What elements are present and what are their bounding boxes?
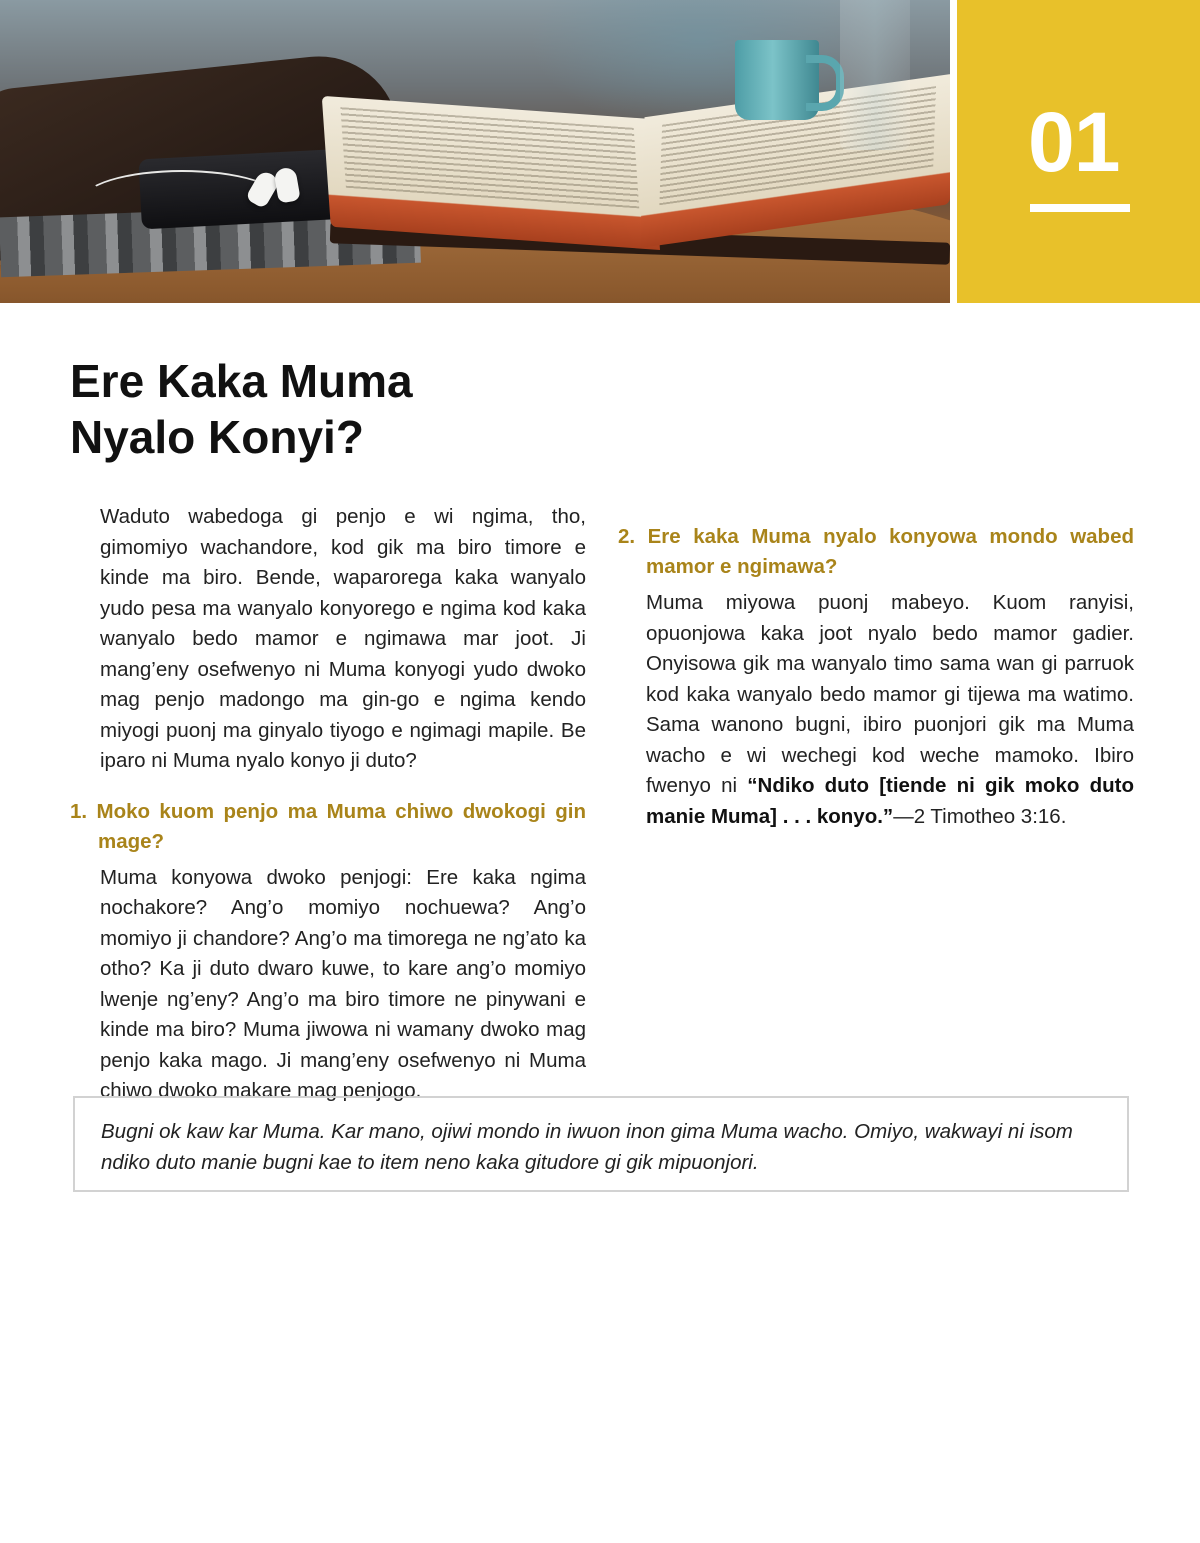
intro-paragraph: Waduto wabedoga gi penjo e wi ngima, tho, gimomiyo wachandore, kod gik ma biro timore e kinde ma biro. Bende, waparorega kaka wanyalo yudo pesa ma wanyalo konyorego e ngima kod kaka wanyalo bedo mamor e ngimawa mar joot. Ji mang’eny osefwenyo ni Muma konyogi yudo dwoko mag penjo madongo ma gin-go e ngima kendo miyogi puonj ma ginyalo tiyogo e ngimagi mapile. Be iparo ni Muma nyalo konyo ji duto? [100,505,586,772]
title-line-1: Ere Kaka Muma [70,355,413,407]
column-left [70,502,586,1107]
column-right [618,502,1134,832]
lesson-number: 01 [1028,95,1120,189]
question-2-answer-text: Muma miyowa puonj mabeyo. Kuom ranyisi, opuonjowa kaka joot nyalo bedo mamor gadier. Onyisowa gik ma wanyalo timo sama wan gi parruok kod kaka wanyalo bedo mamor gi tijewa ma watimo. Sama wanono bugni, ibiro puonjori gik ma Muma wacho e wi wechegi kod weche mamoko. Ibiro fwenyo ni [646,591,1134,797]
note-box [73,1096,1129,1192]
question-1-heading: 1. Moko kuom penjo ma Muma chiwo dwokogi gin mage? [70,799,586,853]
page-title [70,353,670,465]
question-2-heading: 2. Ere kaka Muma nyalo konyowa mondo wabed mamor e ngimawa? [618,525,1134,578]
scripture-quote: “Ndiko duto [tiende ni gik moko duto manie Muma] . . . konyo.” [646,774,1134,828]
drinking-glass [840,0,910,150]
book-left-page [322,96,660,250]
title-line-2: Nyalo Konyi? [70,411,364,463]
note-text: Bugni ok kaw kar Muma. Kar mano, ojiwi mondo in iwuon inon gima Muma wacho. Omiyo, wakwayi ni isom ndiko duto manie bugni kae to item neno kaka gitudore gi gik mipuonjori. [101,1120,1073,1174]
lesson-number-underline [1030,204,1130,212]
mug-handle [806,55,844,111]
scripture-reference: —2 Timotheo 3:16. [893,804,1067,828]
hero-photo [0,0,950,303]
question-2-answer [646,588,1134,832]
question-1-answer: Muma konyowa dwoko penjogi: Ere kaka ngima nochakore? Ang’o momiyo nochuewa? Ang’o momiyo ji chandore? Ang’o ma timorega ne ng’ato ka otho? Ka ji duto dwaro kuwe, to kare ang’o momiyo lwenje ng’eny? Ang’o ma biro timore ne pinywani e kinde ma biro? Muma jiwowa ni wamany dwoko mag penjo kaka mago. Ji mang’eny osefwenyo ni Muma chiwo dwoko makare mag penjogo. [100,865,586,1102]
